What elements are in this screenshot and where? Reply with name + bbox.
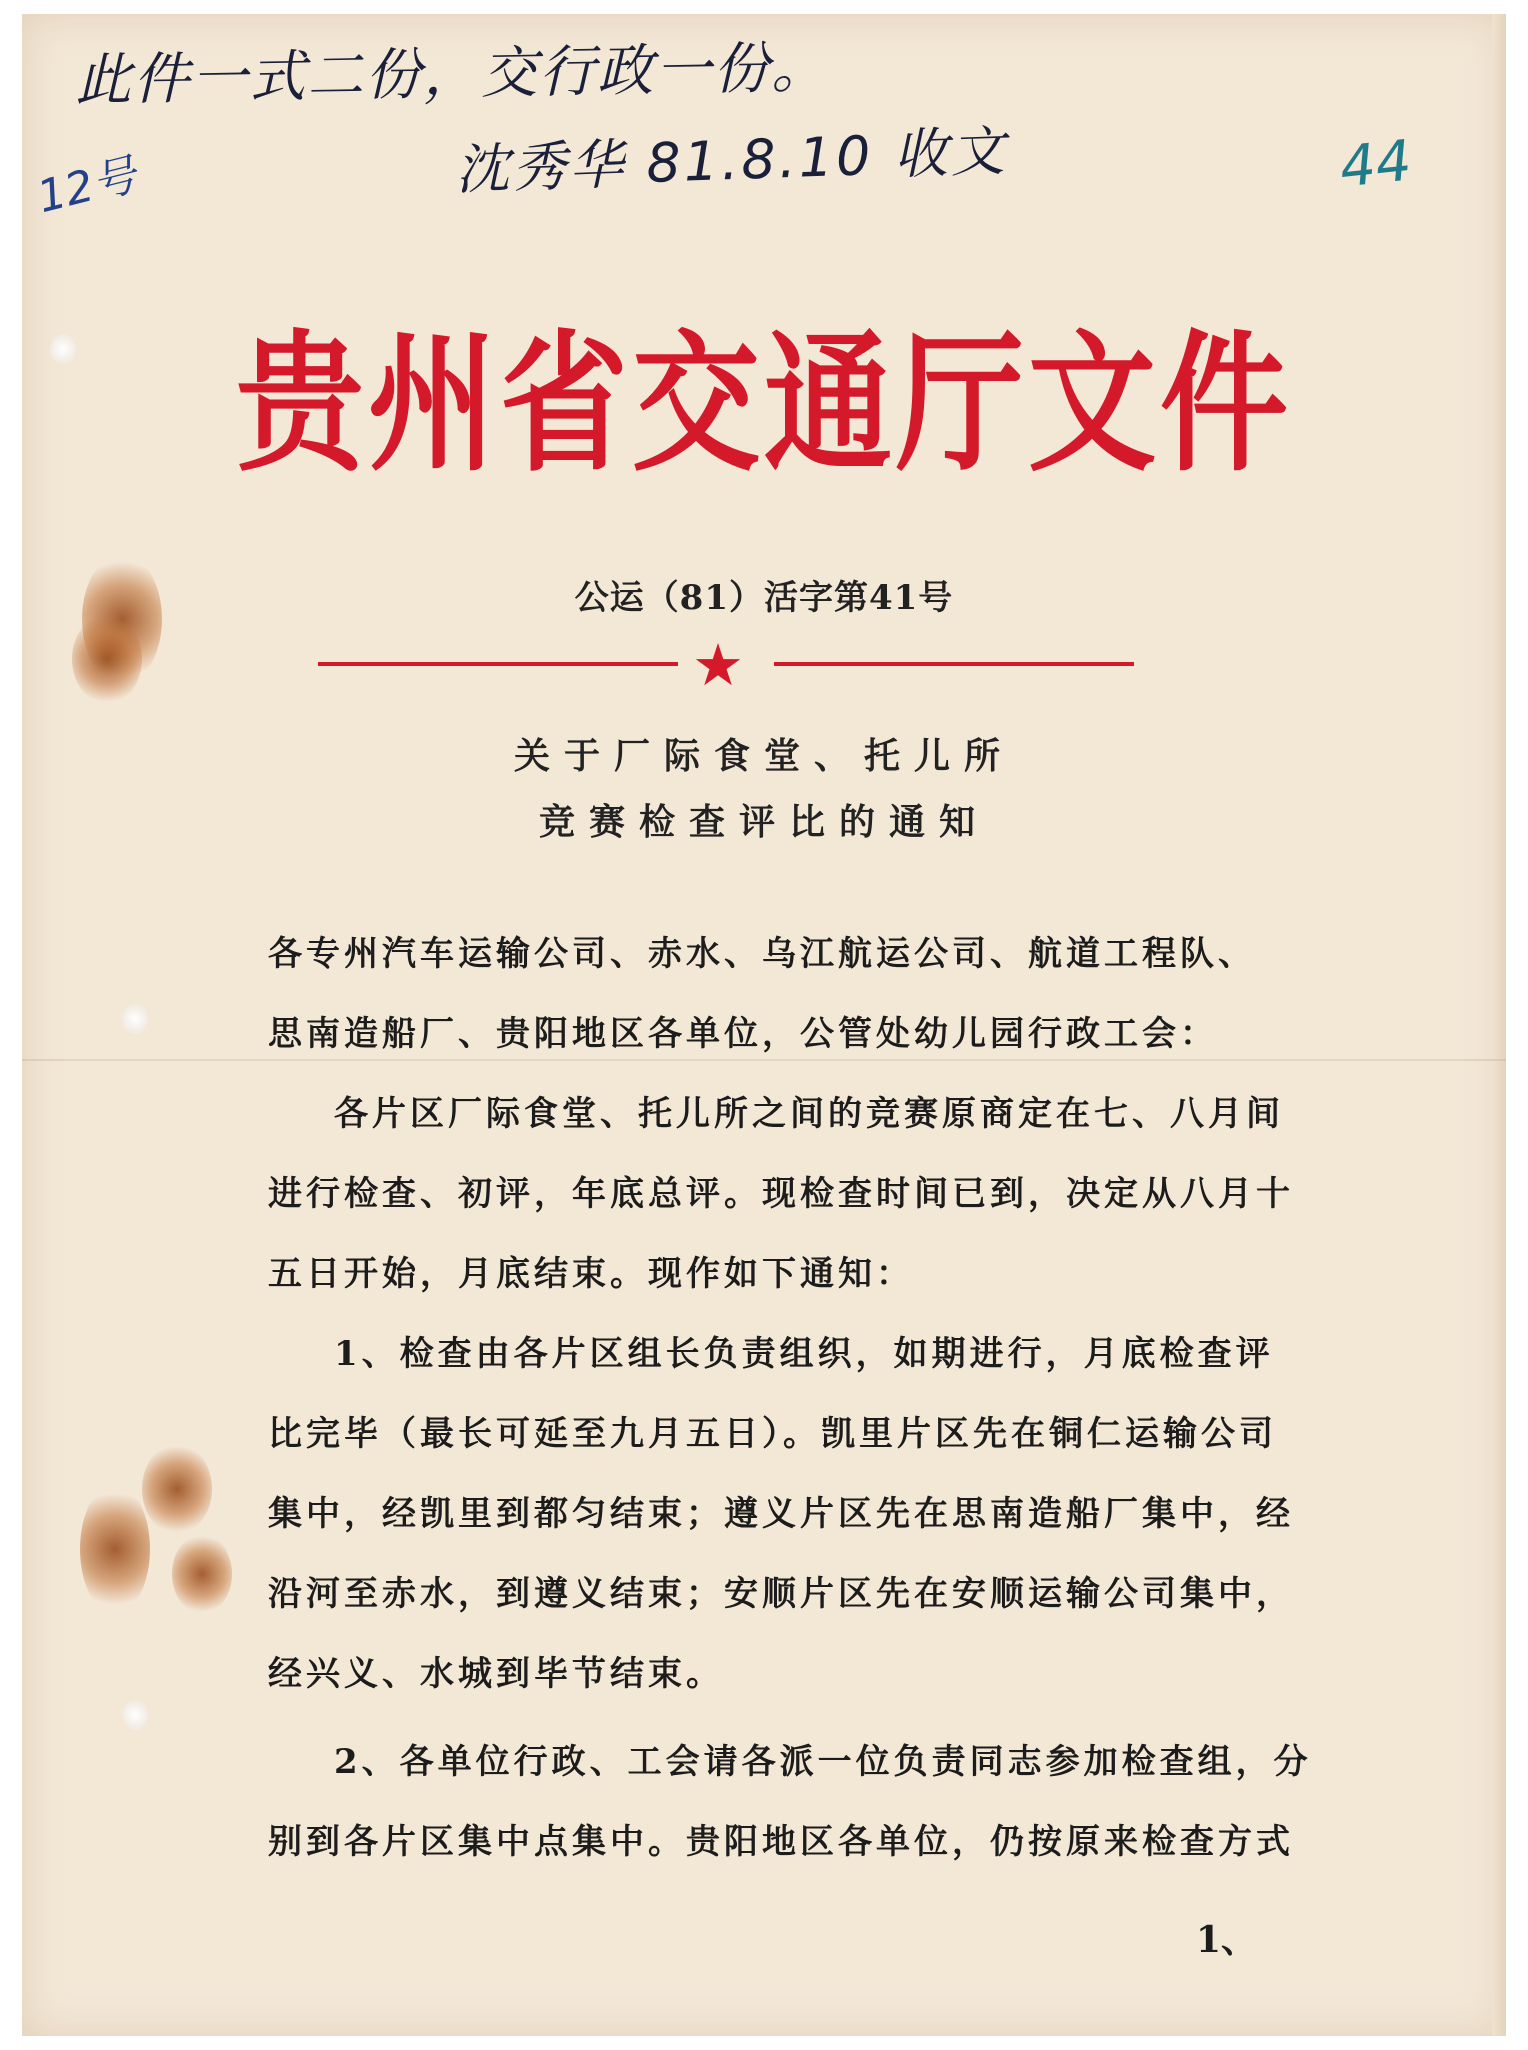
page-number: 1、 <box>1196 1919 1258 1961</box>
handwritten-receipt: 沈秀华 81.8.10 收文 <box>454 119 1009 202</box>
notice-title-line1: 关于厂际食堂、托儿所 <box>513 735 1014 777</box>
rust-stain <box>72 614 142 704</box>
fold-crease <box>22 1059 1506 1061</box>
masthead-title: 贵州省交通厅文件 <box>235 317 1292 493</box>
rust-stain <box>142 1444 212 1534</box>
body-line: 2、各单位行政、工会请各派一位负责同志参加检查组，分 <box>334 1742 1312 1782</box>
handwritten-note: 此件一式二份，交行政一份。 <box>74 35 830 114</box>
body-line: 五日开始，月底结束。现作如下通知： <box>268 1254 914 1294</box>
paper-edge <box>1492 14 1506 2036</box>
body-line: 沿河至赤水，到遵义结束；安顺片区先在安顺运输公司集中， <box>268 1574 1294 1614</box>
document-number: 公运（81）活字第41号 <box>574 578 954 618</box>
body-line: 各专州汽车运输公司、赤水、乌江航运公司、航道工程队、 <box>268 934 1256 974</box>
body-line: 思南造船厂、贵阳地区各单位，公管处幼儿园行政工会： <box>268 1014 1218 1054</box>
body-line: 经兴义、水城到毕节结束。 <box>268 1654 724 1694</box>
rust-stain <box>80 1484 150 1614</box>
handwritten-number-right: 44 <box>1336 128 1415 201</box>
body-line: 1、检查由各片区组长负责组织，如期进行，月底检查评 <box>334 1334 1274 1374</box>
red-divider-left <box>318 662 678 666</box>
handwritten-number-left: 12号 <box>32 149 142 224</box>
star-icon: ★ <box>692 631 744 699</box>
body-line: 各片区厂际食堂、托儿所之间的竞赛原商定在七、八月间 <box>334 1094 1284 1134</box>
body-line: 进行检查、初评，年底总评。现检查时间已到，决定从八月十 <box>268 1174 1294 1214</box>
punch-hole <box>122 1700 148 1730</box>
body-line: 集中，经凯里到都匀结束；遵义片区先在思南造船厂集中，经 <box>268 1494 1294 1534</box>
punch-hole <box>122 1004 148 1034</box>
notice-title-line2: 竞赛检查评比的通知 <box>538 801 989 843</box>
body-line: 比完毕（最长可延至九月五日）。凯里片区先在铜仁运输公司 <box>268 1414 1277 1454</box>
body-line: 别到各片区集中点集中。贵阳地区各单位，仍按原来检查方式 <box>268 1822 1294 1862</box>
red-divider-right <box>774 662 1134 666</box>
rust-stain <box>172 1534 232 1614</box>
